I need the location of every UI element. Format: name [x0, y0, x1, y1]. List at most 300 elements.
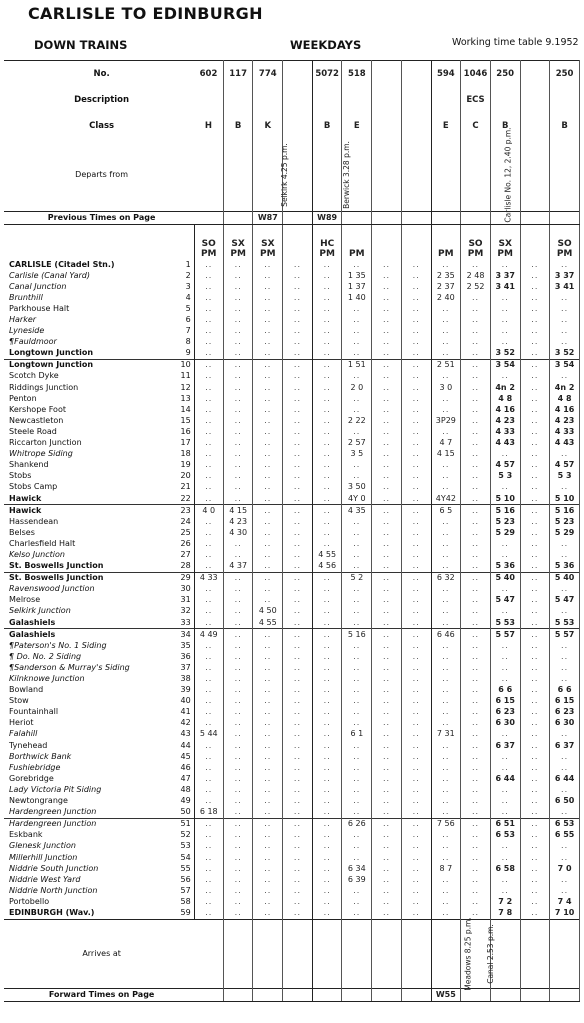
- leader-dots: ..: [353, 907, 361, 917]
- time-cell: [223, 662, 253, 673]
- leader-dots: ..: [382, 751, 391, 761]
- time-cell: [253, 762, 283, 773]
- time-cell: [194, 359, 223, 371]
- time-cell: [490, 874, 520, 885]
- leader-dots: ..: [561, 337, 569, 347]
- station-row: [4, 303, 580, 314]
- time-cell: [253, 863, 283, 874]
- time-cell: [223, 471, 253, 482]
- train-number-row-cell: 602: [194, 61, 223, 88]
- time-cell: [401, 314, 431, 325]
- leader-dots: ..: [531, 584, 539, 594]
- station-name: Newcastleton: [9, 415, 64, 425]
- station-number: 47: [175, 773, 194, 784]
- station-number: 45: [175, 751, 194, 762]
- leader-dots: ..: [382, 784, 391, 794]
- leader-dots: ..: [234, 259, 242, 269]
- train-number-row-cell: 518: [342, 61, 372, 88]
- time-cell: [520, 852, 550, 863]
- leader-dots: ..: [353, 885, 361, 895]
- time-cell: [312, 685, 342, 696]
- time-cell: 7 8: [490, 907, 520, 919]
- time-cell: [550, 784, 580, 795]
- leader-dots: ..: [234, 371, 242, 381]
- leader-dots: ..: [442, 337, 450, 347]
- time-cell: [401, 784, 431, 795]
- station-number: 24: [175, 516, 194, 527]
- time-cell: [401, 561, 431, 573]
- station-name: Falahill: [9, 729, 38, 739]
- leader-dots: ..: [501, 606, 509, 616]
- time-cell: [461, 292, 491, 303]
- time-cell: [283, 773, 313, 784]
- time-cell: [283, 415, 313, 426]
- time-cell: [223, 371, 253, 382]
- leader-dots: ..: [561, 874, 569, 884]
- leader-dots: ..: [293, 896, 302, 906]
- time-cell: [372, 885, 402, 896]
- time-cell: [253, 438, 283, 449]
- station-number: 6: [175, 314, 194, 325]
- leader-dots: ..: [412, 696, 420, 706]
- time-cell: [431, 651, 461, 662]
- leader-dots: ..: [442, 662, 450, 672]
- time-cell: [490, 784, 520, 795]
- station-number: 54: [175, 852, 194, 863]
- time-cell: [461, 326, 491, 337]
- leader-dots: ..: [293, 281, 302, 291]
- leader-dots: ..: [264, 471, 272, 481]
- time-cell: [223, 460, 253, 471]
- time-cell: [401, 371, 431, 382]
- leader-dots: ..: [382, 573, 391, 583]
- time-cell: [194, 784, 223, 795]
- leader-dots: ..: [382, 303, 391, 313]
- time-cell: 3 0: [431, 382, 461, 393]
- leader-dots: ..: [205, 382, 213, 392]
- leader-dots: ..: [442, 685, 450, 695]
- leader-dots: ..: [561, 651, 569, 661]
- time-cell: [461, 896, 491, 907]
- leader-dots: ..: [205, 606, 213, 616]
- time-cell: 1 40: [342, 292, 372, 303]
- time-cell: [520, 382, 550, 393]
- time-cell: [342, 404, 372, 415]
- time-cell: [312, 818, 342, 830]
- leader-dots: ..: [353, 852, 361, 862]
- leader-dots: ..: [264, 773, 272, 783]
- leader-dots: ..: [412, 863, 420, 873]
- leader-dots: ..: [264, 482, 272, 492]
- leader-dots: ..: [205, 907, 213, 917]
- leader-dots: ..: [353, 371, 361, 381]
- time-cell: 6 30: [550, 718, 580, 729]
- time-cell: [431, 807, 461, 819]
- station-name: ¶Paterson's No. 1 Siding: [9, 640, 107, 650]
- leader-dots: ..: [234, 449, 242, 459]
- time-cell: [431, 841, 461, 852]
- time-cell: 3 54: [490, 359, 520, 371]
- time-cell: 3P29: [431, 415, 461, 426]
- leader-dots: ..: [323, 740, 331, 750]
- leader-dots: ..: [293, 740, 302, 750]
- time-cell: [490, 662, 520, 673]
- time-cell: [520, 572, 550, 584]
- station-number: 43: [175, 729, 194, 740]
- station-row: [4, 852, 580, 863]
- time-cell: [490, 538, 520, 549]
- pm-marker: PM: [260, 249, 276, 259]
- station-name: Harker: [9, 315, 37, 325]
- leader-dots: ..: [471, 852, 480, 862]
- leader-dots: ..: [442, 718, 450, 728]
- leader-dots: ..: [531, 696, 539, 706]
- leader-dots: ..: [264, 326, 272, 336]
- leader-dots: ..: [531, 896, 539, 906]
- time-cell: [223, 549, 253, 560]
- leader-dots: ..: [442, 326, 450, 336]
- station-number: 32: [175, 606, 194, 617]
- station-name: ¶Sanderson & Murray's Siding: [9, 662, 130, 672]
- leader-dots: ..: [382, 885, 391, 895]
- leader-dots: ..: [323, 874, 331, 884]
- leader-dots: ..: [353, 337, 361, 347]
- leader-dots: ..: [293, 707, 302, 717]
- leader-dots: ..: [412, 449, 420, 459]
- time-cell: 3 52: [490, 348, 520, 360]
- departs-from-row: [4, 139, 580, 212]
- leader-dots: ..: [531, 852, 539, 862]
- time-cell: [342, 773, 372, 784]
- time-cell: [223, 629, 253, 641]
- station-row: [4, 415, 580, 426]
- leader-dots: ..: [382, 527, 391, 537]
- time-cell: [461, 259, 491, 270]
- leader-dots: ..: [471, 449, 480, 459]
- running-days-cell: [283, 225, 313, 260]
- station-name: Gorebridge: [9, 773, 54, 783]
- leader-dots: ..: [264, 796, 272, 806]
- arrives-at-row: [4, 919, 580, 988]
- running-days-row: [4, 225, 580, 260]
- leader-dots: ..: [412, 404, 420, 414]
- time-cell: [372, 426, 402, 437]
- leader-dots: ..: [382, 281, 391, 291]
- time-cell: [283, 493, 313, 505]
- time-cell: [283, 538, 313, 549]
- station-number: 26: [175, 538, 194, 549]
- time-cell: [194, 863, 223, 874]
- leader-dots: ..: [561, 674, 569, 684]
- leader-dots: ..: [501, 674, 509, 684]
- time-cell: 7 0: [550, 863, 580, 874]
- leader-dots: ..: [353, 259, 361, 269]
- leader-dots: ..: [412, 471, 420, 481]
- time-cell: 2 52: [461, 281, 491, 292]
- leader-dots: ..: [205, 326, 213, 336]
- leader-dots: ..: [323, 784, 331, 794]
- time-cell: [223, 337, 253, 348]
- leader-dots: ..: [531, 505, 539, 515]
- time-cell: [372, 404, 402, 415]
- time-cell: [223, 538, 253, 549]
- time-cell: [223, 426, 253, 437]
- leader-dots: ..: [501, 640, 509, 650]
- time-cell: [253, 696, 283, 707]
- leader-dots: ..: [264, 281, 272, 291]
- leader-dots: ..: [353, 426, 361, 436]
- time-cell: [550, 538, 580, 549]
- leader-dots: ..: [501, 326, 509, 336]
- leader-dots: ..: [234, 549, 242, 559]
- time-cell: [342, 516, 372, 527]
- time-cell: [431, 718, 461, 729]
- description-row-cell: [253, 87, 283, 113]
- leader-dots: ..: [471, 885, 480, 895]
- time-cell: [194, 449, 223, 460]
- leader-dots: ..: [561, 482, 569, 492]
- leader-dots: ..: [264, 784, 272, 794]
- time-cell: [312, 852, 342, 863]
- leader-dots: ..: [501, 784, 509, 794]
- leader-dots: ..: [293, 337, 302, 347]
- train-number-row-label: No.: [4, 61, 194, 88]
- leader-dots: ..: [264, 885, 272, 895]
- description-row-cell: [312, 87, 342, 113]
- station-row: [4, 292, 580, 303]
- time-cell: [312, 629, 342, 641]
- time-cell: [312, 617, 342, 629]
- time-cell: 6 34: [342, 863, 372, 874]
- time-cell: [401, 807, 431, 819]
- leader-dots: ..: [234, 796, 242, 806]
- leader-dots: ..: [382, 292, 391, 302]
- leader-dots: ..: [205, 404, 213, 414]
- time-cell: 6 39: [342, 874, 372, 885]
- station-number: 10: [175, 359, 194, 371]
- time-cell: [312, 572, 342, 584]
- leader-dots: ..: [234, 874, 242, 884]
- time-cell: [342, 740, 372, 751]
- leader-dots: ..: [561, 606, 569, 616]
- leader-dots: ..: [264, 751, 272, 761]
- leader-dots: ..: [442, 807, 450, 817]
- station-row: [4, 314, 580, 325]
- time-cell: [283, 449, 313, 460]
- leader-dots: ..: [382, 393, 391, 403]
- leader-dots: ..: [382, 326, 391, 336]
- station-number: 21: [175, 482, 194, 493]
- leader-dots: ..: [412, 762, 420, 772]
- leader-dots: ..: [561, 326, 569, 336]
- leader-dots: ..: [293, 482, 302, 492]
- time-cell: [283, 314, 313, 325]
- time-cell: [372, 482, 402, 493]
- leader-dots: ..: [205, 874, 213, 884]
- time-cell: [461, 685, 491, 696]
- leader-dots: ..: [293, 841, 302, 851]
- time-cell: [401, 617, 431, 629]
- time-cell: [490, 796, 520, 807]
- leader-dots: ..: [471, 415, 480, 425]
- leader-dots: ..: [412, 674, 420, 684]
- previous-times-row-cell: [372, 212, 402, 225]
- leader-dots: ..: [205, 516, 213, 526]
- time-cell: [283, 852, 313, 863]
- forward-times-row-cell: [372, 988, 402, 1001]
- leader-dots: ..: [442, 482, 450, 492]
- leader-dots: ..: [264, 685, 272, 695]
- leader-dots: ..: [234, 360, 242, 370]
- station-number: 18: [175, 449, 194, 460]
- leader-dots: ..: [442, 348, 450, 358]
- leader-dots: ..: [442, 762, 450, 772]
- time-cell: [550, 673, 580, 684]
- time-cell: [223, 606, 253, 617]
- time-cell: [312, 359, 342, 371]
- leader-dots: ..: [293, 674, 302, 684]
- leader-dots: ..: [205, 438, 213, 448]
- station-name: Longtown Junction: [9, 348, 94, 358]
- time-cell: [253, 426, 283, 437]
- time-cell: [431, 874, 461, 885]
- station-row: [4, 907, 580, 919]
- time-cell: [342, 538, 372, 549]
- time-cell: [312, 449, 342, 460]
- time-cell: [283, 874, 313, 885]
- leader-dots: ..: [234, 662, 242, 672]
- time-cell: [431, 740, 461, 751]
- time-cell: 1 37: [342, 281, 372, 292]
- time-cell: [372, 584, 402, 595]
- leader-dots: ..: [412, 662, 420, 672]
- time-cell: [520, 595, 550, 606]
- time-cell: [223, 584, 253, 595]
- time-cell: [550, 549, 580, 560]
- leader-dots: ..: [293, 629, 302, 639]
- time-cell: 6 15: [490, 696, 520, 707]
- leader-dots: ..: [531, 762, 539, 772]
- station-name: Brunthill: [9, 292, 43, 302]
- leader-dots: ..: [531, 538, 539, 548]
- leader-dots: ..: [382, 863, 391, 873]
- station-name: Hardengreen Junction: [4, 818, 175, 830]
- leader-dots: ..: [471, 696, 480, 706]
- station-name: Hawick: [9, 493, 42, 503]
- leader-dots: ..: [293, 784, 302, 794]
- time-cell: 5 40: [550, 572, 580, 584]
- station-name: Borthwick Bank: [9, 751, 72, 761]
- time-cell: [253, 337, 283, 348]
- train-number-row-cell: 250: [490, 61, 520, 88]
- time-cell: [520, 885, 550, 896]
- time-cell: [223, 382, 253, 393]
- time-cell: [372, 673, 402, 684]
- running-days-code: SO: [468, 239, 483, 249]
- time-cell: [253, 482, 283, 493]
- time-cell: [550, 482, 580, 493]
- leader-dots: ..: [205, 303, 213, 313]
- train-number-row: [4, 61, 580, 88]
- leader-dots: ..: [471, 907, 480, 917]
- departs-from-row-cell: [312, 139, 351, 212]
- time-cell: [253, 751, 283, 762]
- station-row: [4, 337, 580, 348]
- time-cell: [520, 696, 550, 707]
- time-cell: [194, 314, 223, 325]
- leader-dots: ..: [412, 573, 420, 583]
- leader-dots: ..: [442, 460, 450, 470]
- time-cell: [372, 314, 402, 325]
- time-cell: [342, 371, 372, 382]
- time-cell: 4 43: [490, 438, 520, 449]
- time-cell: 4Y 0: [342, 493, 372, 505]
- leader-dots: ..: [234, 852, 242, 862]
- time-cell: [312, 292, 342, 303]
- time-cell: [312, 471, 342, 482]
- time-cell: [461, 651, 491, 662]
- time-cell: 1 35: [342, 270, 372, 281]
- leader-dots: ..: [471, 393, 480, 403]
- leader-dots: ..: [293, 382, 302, 392]
- leader-dots: ..: [382, 907, 391, 917]
- running-days-cell: [312, 225, 342, 260]
- time-cell: [194, 527, 223, 538]
- time-cell: [342, 259, 372, 270]
- leader-dots: ..: [264, 841, 272, 851]
- leader-dots: ..: [531, 729, 539, 739]
- leader-dots: ..: [323, 852, 331, 862]
- arrives-at-row-cell: [194, 919, 223, 988]
- time-cell: [520, 762, 550, 773]
- time-cell: [253, 830, 283, 841]
- time-cell: [283, 673, 313, 684]
- time-cell: [253, 449, 283, 460]
- time-cell: [194, 640, 223, 651]
- leader-dots: ..: [531, 662, 539, 672]
- station-row: [4, 762, 580, 773]
- leader-dots: ..: [353, 516, 361, 526]
- leader-dots: ..: [412, 707, 420, 717]
- leader-dots: ..: [531, 807, 539, 817]
- previous-times-row-cell: W89: [312, 212, 342, 225]
- station-name: Niddrie West Yard: [9, 874, 81, 884]
- station-row: [4, 673, 580, 684]
- time-cell: [253, 796, 283, 807]
- time-cell: 6 6: [550, 685, 580, 696]
- time-cell: [401, 337, 431, 348]
- time-cell: [223, 707, 253, 718]
- station-number: 8: [175, 337, 194, 348]
- time-cell: [401, 852, 431, 863]
- time-cell: [342, 841, 372, 852]
- time-cell: [520, 830, 550, 841]
- leader-dots: ..: [323, 606, 331, 616]
- time-cell: [461, 404, 491, 415]
- leader-dots: ..: [412, 360, 420, 370]
- time-cell: [283, 729, 313, 740]
- leader-dots: ..: [501, 584, 509, 594]
- leader-dots: ..: [382, 471, 391, 481]
- time-cell: [520, 292, 550, 303]
- time-cell: [253, 907, 283, 919]
- time-cell: [490, 337, 520, 348]
- time-cell: 4 56: [312, 561, 342, 573]
- leader-dots: ..: [382, 505, 391, 515]
- station-row: [4, 685, 580, 696]
- leader-dots: ..: [205, 471, 213, 481]
- time-cell: [372, 606, 402, 617]
